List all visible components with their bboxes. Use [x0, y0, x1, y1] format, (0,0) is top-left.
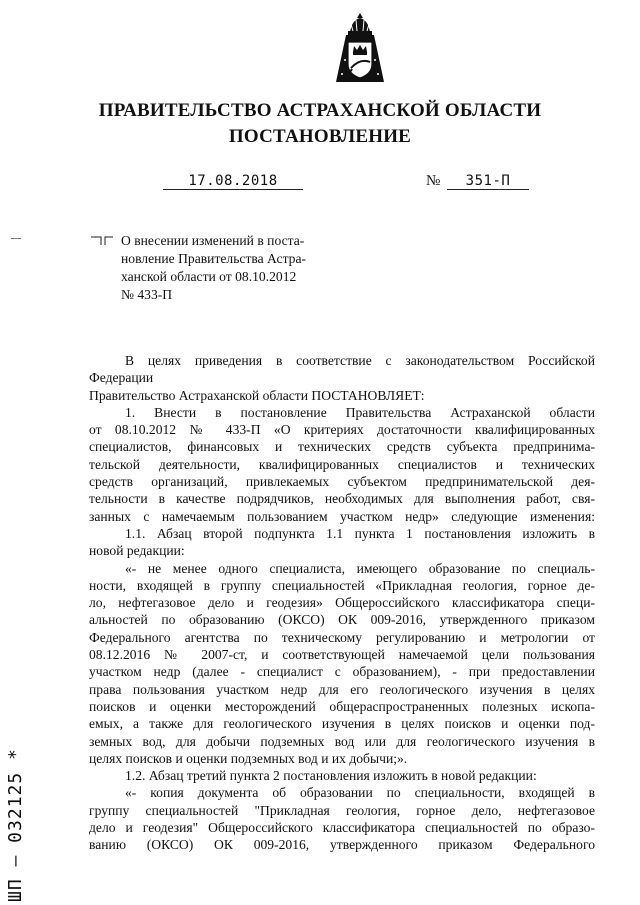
document-body — [89, 352, 595, 854]
corner-bracket-icon — [89, 236, 117, 246]
body-line: дело и геодезия" Общероссийского классификатора специальностей по образо- — [89, 820, 595, 836]
body-line: от 08.10.2012 № 433-П «О критериях достаточности квалифицированных — [89, 422, 595, 438]
subject-line: О внесении изменений в поста- — [121, 233, 305, 248]
body-line: «- не менее одного специалиста, имеющего образование по специаль- — [125, 560, 595, 576]
body-line: участком недр (далее - специалист с образованием), - при предоставлении — [89, 664, 595, 680]
subject-line: ханской области от 08.10.2012 — [121, 269, 297, 284]
body-line: емых, а также для геологического изучения в целях поисков и оценки под- — [89, 716, 595, 732]
body-line: Федерального агентства по техническому регулированию и метрологии от — [89, 629, 595, 645]
body-line: Федерации — [89, 370, 154, 386]
subject-line: новление Правительства Астра- — [121, 251, 307, 266]
body-line: ло, нефтегазовое дело и геодезия» Общероссийского классификатора специ- — [89, 595, 595, 611]
body-line: тельности в качестве подрядчиков, необходимых для выполнения работ, свя- — [89, 491, 595, 507]
body-line: альностей по образованию (ОКСО) ОК 009-2016, утвержденного приказом — [89, 612, 595, 628]
coat-of-arms-icon — [328, 12, 392, 88]
document-subject — [121, 232, 337, 304]
document-date: 17.08.2018 — [163, 173, 303, 190]
subject-line: № 433-П — [121, 287, 173, 302]
body-line: ности, входящей в группу специальностей «Прикладная геология, горное де- — [89, 577, 595, 593]
body-line: тельской деятельности, квалифицированных специалистов и технических — [89, 456, 595, 472]
body-line: В целях приведения в соответствие с законодательством Российской — [125, 353, 595, 368]
number-label: № — [426, 173, 441, 189]
body-line: 08.12.2016 № 2007-ст, и соответствующей намечаемой цели пользования — [89, 647, 595, 663]
body-line: поисков и оценки месторождений общераспространенных полезных ископа- — [89, 698, 595, 714]
body-line: Правительство Астраханской области ПОСТАНОВЛЯЕТ: — [89, 387, 425, 403]
body-line: права пользования участком недр для его геологического изучения в целях — [89, 681, 595, 697]
body-line: 1.2. Абзац третий пункта 2 постановления изложить в новой редакции: — [125, 768, 537, 784]
serial-stamp-text: ШП – 032125 * — [5, 748, 26, 902]
body-line: ванию (ОКСО) ОК 009-2016, утвержденного приказом Федерального — [89, 837, 595, 853]
serial-stamp — [0, 690, 26, 905]
body-line: «- копия документа об образовании по специальности, входящей в — [125, 785, 595, 801]
document-type: ПОСТАНОВЛЕНИЕ — [228, 126, 412, 147]
body-line: средств организаций, привлекаемых субъектом предпринимательской дея- — [89, 474, 595, 490]
body-line: специалистов, финансовых и технических средств субъекта предпринима- — [89, 439, 595, 455]
document-number: 351-П — [447, 173, 529, 190]
body-line: целях поисков и оценки подземных вод и их добычи;». — [89, 750, 408, 766]
body-line: занных с намечаемым пользованием участком недр» следующие изменения: — [89, 508, 595, 524]
body-line: группу специальностей "Прикладная геология, горное дело, нефтегазовое — [89, 802, 595, 818]
body-line: новой редакции: — [89, 543, 185, 559]
margin-tick — [11, 238, 21, 239]
body-line: 1.1. Абзац второй подпункта 1.1 пункта 1 постановления изложить в — [125, 525, 595, 541]
government-name: ПРАВИТЕЛЬСТВО АСТРАХАНСКОЙ ОБЛАСТИ — [98, 100, 542, 121]
body-line: земных вод, для добычи подземных вод или для геологического изучения в — [89, 733, 595, 749]
body-line: 1. Внести в постановление Правительства Астраханской области — [125, 404, 595, 420]
